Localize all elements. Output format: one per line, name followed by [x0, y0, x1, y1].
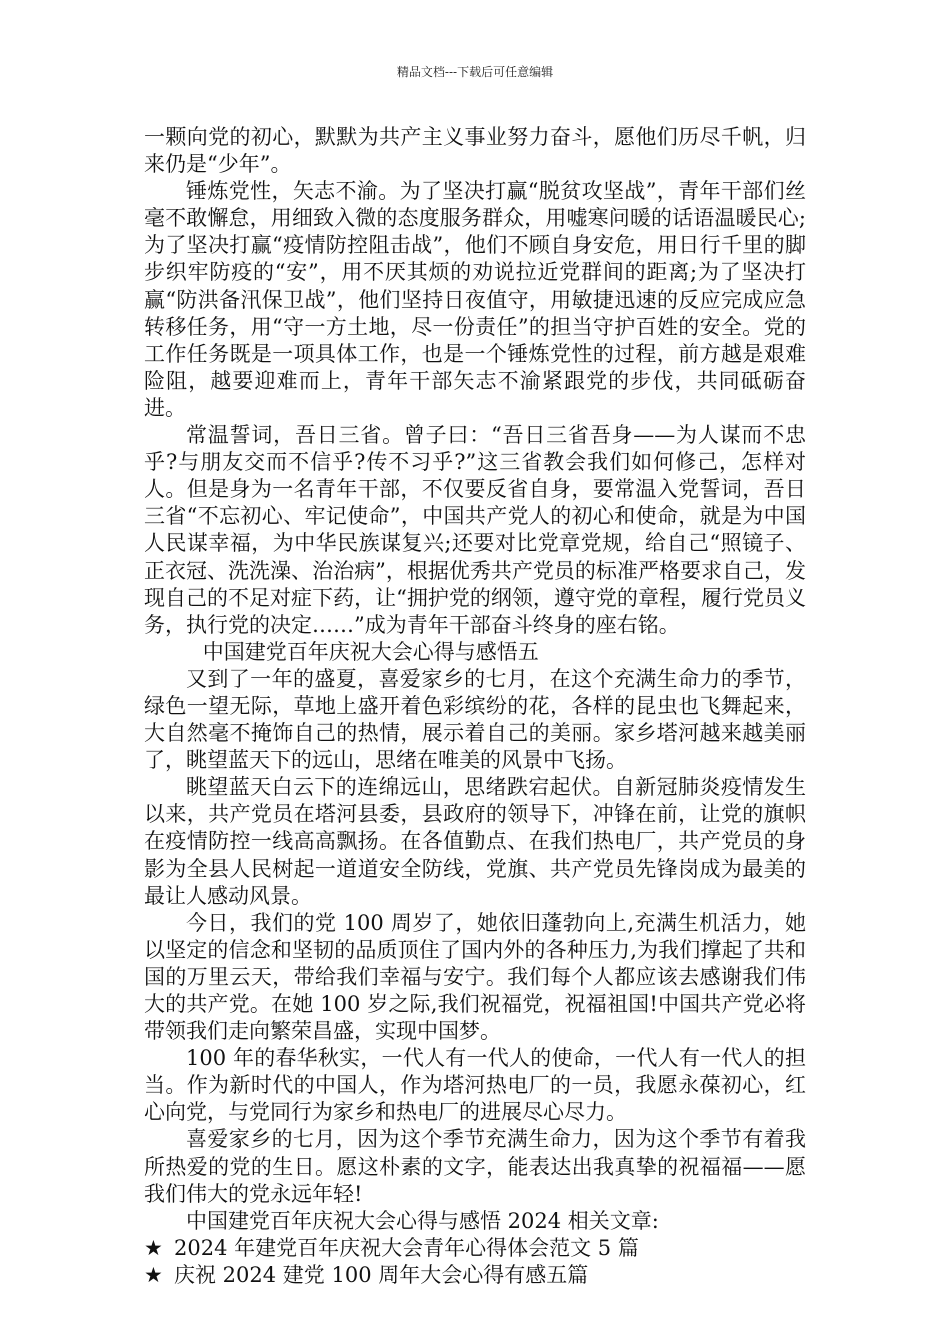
related-article-title[interactable]: 庆祝 2024 建党 100 周年大会心得有感五篇 [174, 1262, 589, 1287]
related-article-link[interactable] [144, 1262, 806, 1289]
star-icon: ★ [144, 1262, 163, 1287]
related-article-title[interactable]: 2024 年建党百年庆祝大会青年心得体会范文 5 篇 [174, 1235, 639, 1260]
paragraph-oath: 常温誓词，吾日三省。曾子曰：“吾日三省吾身——为人谋而不忠乎?与朋友交而不信乎?传不习乎?”这三省教会我们如何修己，怎样对人。但是身为一名青年干部，不仅要反省自身，要常温入党誓词，吾日三省“不忘初心、牢记使命”，中国共产党人的初心和使命，就是为中国人民谋幸福，为中华民族谋复兴;还要对比党章党规，给自己“照镜子、正衣冠、洗洗澡、治治病”，根据优秀共产党员的标准严格要求自己，发现自己的不足对症下药，让“拥护党的纲领，遵守党的章程，履行党员义务，执行党的决定……”成为青年干部奋斗终身的座右铭。 [144, 423, 806, 637]
paragraph-mountains: 眺望蓝天白云下的连绵远山，思绪跌宕起伏。自新冠肺炎疫情发生以来，共产党员在塔河县委，县政府的领导下，冲锋在前，让党的旗帜在疫情防控一线高高飘扬。在各值勤点、在我们热电厂，共产党员的身影为全县人民树起一道道安全防线，党旗、共产党员先锋岗成为最美的最让人感动风景。 [144, 775, 806, 908]
paragraph-continuation: 一颗向党的初心，默默为共产主义事业努力奋斗，愿他们历尽千帆，归来仍是“少年”。 [144, 125, 806, 177]
paragraph-centenary: 今日，我们的党 100 周岁了，她依旧蓬勃向上,充满生机活力，她以坚定的信念和坚韧的品质顶住了国内外的各种压力,为我们撑起了共和国的万里云天，带给我们幸福与安宁。我们每个人都应该去感谢我们伟大的共产党。在她 100 岁之际,我们祝福党，祝福祖国!中国共产党必将带领我们走向繁荣昌盛，实现中国梦。 [144, 910, 806, 1044]
related-article-link[interactable] [144, 1235, 806, 1262]
paragraph-july: 喜爱家乡的七月，因为这个季节充满生命力，因为这个季节有着我所热爱的党的生日。愿这朴素的文字，能表达出我真挚的祝福福——愿我们伟大的党永远年轻! [144, 1127, 806, 1206]
paragraph-summer: 又到了一年的盛夏，喜爱家乡的七月，在这个充满生命力的季节，绿色一望无际，草地上盛开着色彩缤纷的花，各样的昆虫也飞舞起来，大自然毫不掩饰自己的热情，展示着自己的美丽。家乡塔河越来越美丽了，眺望蓝天下的远山，思绪在唯美的风景中飞扬。 [144, 666, 806, 773]
paragraph-party-spirit: 锤炼党性，矢志不渝。为了坚决打赢“脱贫攻坚战”，青年干部们丝毫不敢懈怠，用细致入微的态度服务群众，用嘘寒问暖的话语温暖民心;为了坚决打赢“疫情防控阻击战”，他们不顾自身安危，用日行千里的脚步织牢防疫的“安”，用不厌其烦的劝说拉近党群间的距离;为了坚决打赢“防洪备汛保卫战”，他们坚持日夜值守，用敏捷迅速的反应完成应急转移任务，用“守一方土地，尽一份责任”的担当守护百姓的安全。党的工作任务既是一项具体工作，也是一个锤炼党性的过程，前方越是艰难险阻，越要迎难而上，青年干部矢志不渝紧跟党的步伐，共同砥砺奋进。 [144, 179, 806, 420]
document-body [144, 124, 806, 1289]
page-header: 精品文档---下载后可任意编辑 [396, 65, 554, 79]
section-heading: 中国建党百年庆祝大会心得与感悟五 [202, 639, 539, 664]
paragraph-mission: 100 年的春华秋实，一代人有一代人的使命，一代人有一代人的担当。作为新时代的中国人，作为塔河热电厂的一员，我愿永葆初心，红心向党，与党同行为家乡和热电厂的进展尽心尽力。 [144, 1046, 806, 1125]
related-articles-heading: 中国建党百年庆祝大会心得与感悟 2024 相关文章: [186, 1208, 659, 1233]
star-icon: ★ [144, 1235, 163, 1260]
